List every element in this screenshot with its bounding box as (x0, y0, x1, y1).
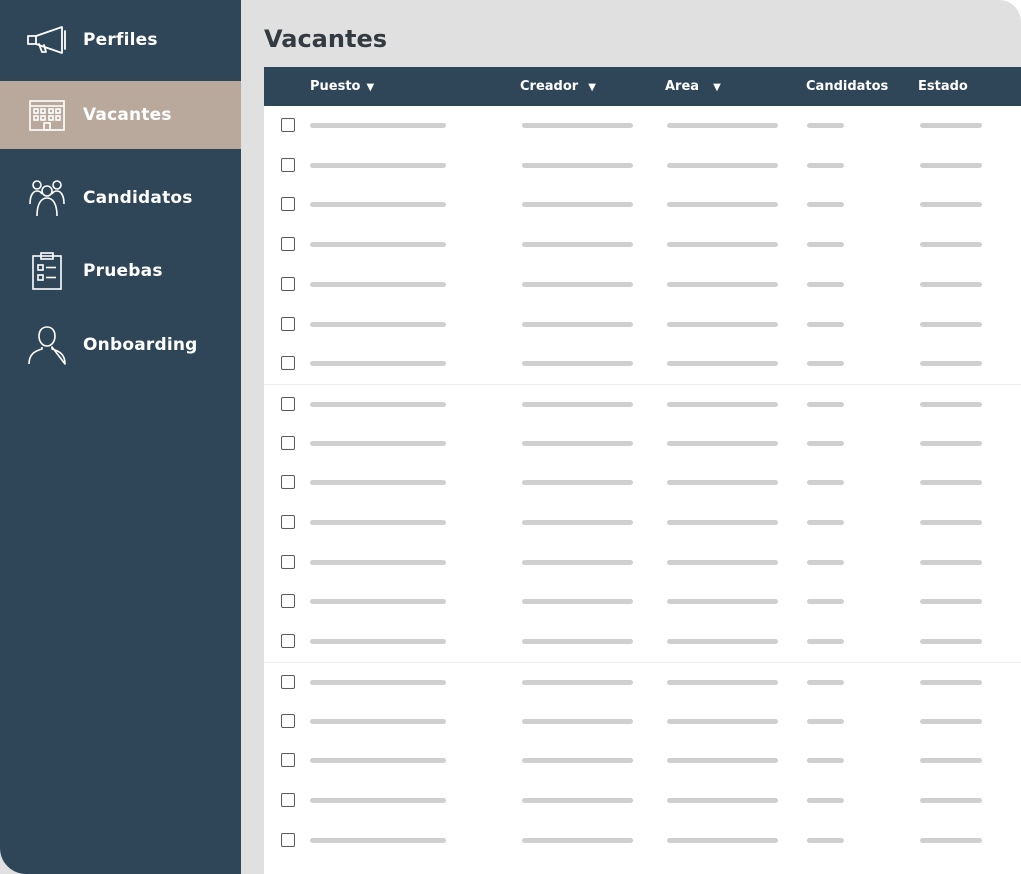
sidebar-item-label: Pruebas (83, 261, 163, 281)
placeholder-bar (310, 402, 446, 407)
placeholder-bar (920, 599, 982, 604)
table-row[interactable] (264, 146, 1021, 186)
placeholder-bar (310, 719, 446, 724)
row-checkbox[interactable] (281, 753, 295, 767)
placeholder-bar (522, 163, 633, 168)
placeholder-bar (807, 639, 844, 644)
placeholder-bar (310, 838, 446, 843)
placeholder-bar (310, 758, 446, 763)
placeholder-bar (522, 282, 633, 287)
table-row[interactable] (264, 225, 1021, 265)
placeholder-bar (522, 639, 633, 644)
sidebar-item-label: Candidatos (83, 188, 193, 208)
placeholder-bar (920, 798, 982, 803)
row-checkbox[interactable] (281, 277, 295, 291)
placeholder-bar (920, 441, 982, 446)
placeholder-bar (522, 599, 633, 604)
row-checkbox[interactable] (281, 594, 295, 608)
placeholder-bar (667, 680, 778, 685)
placeholder-bar (920, 560, 982, 565)
placeholder-bar (667, 798, 778, 803)
placeholder-bar (920, 520, 982, 525)
placeholder-bar (310, 798, 446, 803)
row-checkbox[interactable] (281, 317, 295, 331)
placeholder-bar (807, 520, 844, 525)
table-row[interactable] (264, 424, 1021, 464)
placeholder-bar (807, 163, 844, 168)
placeholder-bar (807, 202, 844, 207)
table-row[interactable] (264, 305, 1021, 345)
placeholder-bar (807, 719, 844, 724)
placeholder-bar (310, 441, 446, 446)
placeholder-bar (807, 680, 844, 685)
column-header-estado[interactable]: Estado (918, 79, 968, 94)
sort-arrow-icon: ▼ (713, 82, 721, 93)
sort-arrow-icon: ▼ (588, 82, 596, 93)
placeholder-bar (807, 282, 844, 287)
sidebar-item-label: Vacantes (83, 105, 172, 125)
placeholder-bar (667, 361, 778, 366)
sort-arrow-icon: ▼ (366, 82, 375, 93)
placeholder-bar (807, 441, 844, 446)
placeholder-bar (667, 441, 778, 446)
placeholder-bar (522, 441, 633, 446)
table-row[interactable] (264, 781, 1021, 821)
placeholder-bar (807, 758, 844, 763)
row-checkbox[interactable] (281, 118, 295, 132)
placeholder-bar (667, 322, 778, 327)
placeholder-bar (920, 361, 982, 366)
placeholder-bar (667, 163, 778, 168)
row-checkbox[interactable] (281, 675, 295, 689)
placeholder-bar (522, 719, 633, 724)
people-icon (26, 177, 68, 219)
placeholder-bar (807, 599, 844, 604)
row-checkbox[interactable] (281, 237, 295, 251)
placeholder-bar (807, 361, 844, 366)
placeholder-bar (920, 322, 982, 327)
placeholder-bar (310, 322, 446, 327)
placeholder-bar (522, 242, 633, 247)
table-row[interactable] (264, 543, 1021, 583)
placeholder-bar (310, 242, 446, 247)
placeholder-bar (807, 560, 844, 565)
column-header-candidatos[interactable]: Candidatos (806, 79, 889, 94)
placeholder-bar (310, 361, 446, 366)
placeholder-bar (807, 242, 844, 247)
placeholder-bar (522, 798, 633, 803)
table-row[interactable] (264, 265, 1021, 305)
placeholder-bar (522, 202, 633, 207)
placeholder-bar (667, 719, 778, 724)
column-header-puesto[interactable]: Puesto ▼ (310, 79, 375, 94)
placeholder-bar (310, 639, 446, 644)
table-row[interactable] (264, 106, 1021, 146)
placeholder-bar (807, 402, 844, 407)
placeholder-bar (310, 599, 446, 604)
placeholder-bar (920, 758, 982, 763)
column-header-area[interactable]: Area ▼ (665, 79, 721, 94)
placeholder-bar (920, 838, 982, 843)
sidebar-item-vacantes[interactable] (0, 81, 241, 149)
table-row[interactable] (264, 503, 1021, 543)
placeholder-bar (667, 560, 778, 565)
table-row[interactable] (264, 702, 1021, 742)
placeholder-bar (310, 123, 446, 128)
table-row[interactable] (264, 463, 1021, 503)
sidebar-item-candidatos[interactable] (0, 176, 241, 220)
row-checkbox[interactable] (281, 158, 295, 172)
row-checkbox[interactable] (281, 515, 295, 529)
placeholder-bar (522, 402, 633, 407)
placeholder-bar (310, 163, 446, 168)
placeholder-bar (920, 480, 982, 485)
row-checkbox[interactable] (281, 555, 295, 569)
sidebar-item-pruebas[interactable] (0, 249, 241, 293)
sidebar (0, 0, 241, 874)
row-checkbox[interactable] (281, 436, 295, 450)
placeholder-bar (920, 163, 982, 168)
placeholder-bar (920, 242, 982, 247)
placeholder-bar (667, 599, 778, 604)
placeholder-bar (920, 282, 982, 287)
placeholder-bar (807, 838, 844, 843)
placeholder-bar (807, 480, 844, 485)
clipboard-icon (26, 250, 68, 292)
placeholder-bar (522, 123, 633, 128)
placeholder-bar (310, 520, 446, 525)
row-checkbox[interactable] (281, 397, 295, 411)
placeholder-bar (522, 361, 633, 366)
table-row[interactable] (264, 622, 1021, 662)
placeholder-bar (667, 402, 778, 407)
page-title: Vacantes (264, 25, 387, 53)
placeholder-bar (310, 282, 446, 287)
placeholder-bar (310, 680, 446, 685)
sidebar-item-perfiles[interactable] (0, 0, 241, 80)
placeholder-bar (667, 758, 778, 763)
placeholder-bar (310, 480, 446, 485)
placeholder-bar (667, 123, 778, 128)
column-header-creador[interactable]: Creador ▼ (520, 79, 596, 94)
sidebar-item-label: Onboarding (83, 335, 198, 355)
sidebar-item-onboarding[interactable] (0, 323, 241, 367)
placeholder-bar (667, 242, 778, 247)
placeholder-bar (920, 202, 982, 207)
sidebar-item-label: Perfiles (83, 30, 158, 50)
placeholder-bar (667, 282, 778, 287)
placeholder-bar (920, 719, 982, 724)
placeholder-bar (920, 402, 982, 407)
placeholder-bar (522, 520, 633, 525)
placeholder-bar (920, 123, 982, 128)
row-checkbox[interactable] (281, 833, 295, 847)
person-icon (26, 324, 68, 366)
placeholder-bar (310, 560, 446, 565)
placeholder-bar (667, 838, 778, 843)
placeholder-bar (522, 480, 633, 485)
table-header (264, 67, 1021, 106)
table-row[interactable] (264, 741, 1021, 781)
row-checkbox[interactable] (281, 634, 295, 648)
table-row[interactable] (264, 821, 1021, 861)
table-row[interactable] (264, 582, 1021, 622)
row-checkbox[interactable] (281, 197, 295, 211)
table-row[interactable] (264, 185, 1021, 225)
placeholder-bar (667, 520, 778, 525)
megaphone-icon (26, 19, 68, 61)
placeholder-bar (667, 480, 778, 485)
placeholder-bar (522, 322, 633, 327)
placeholder-bar (522, 560, 633, 565)
building-icon (26, 94, 68, 136)
table-row[interactable] (264, 344, 1021, 384)
row-checkbox[interactable] (281, 356, 295, 370)
vacancies-table (264, 67, 1021, 874)
placeholder-bar (522, 680, 633, 685)
placeholder-bar (522, 838, 633, 843)
placeholder-bar (522, 758, 633, 763)
placeholder-bar (310, 202, 446, 207)
placeholder-bar (807, 123, 844, 128)
placeholder-bar (807, 798, 844, 803)
row-checkbox[interactable] (281, 475, 295, 489)
placeholder-bar (667, 639, 778, 644)
placeholder-bar (920, 680, 982, 685)
placeholder-bar (920, 639, 982, 644)
row-checkbox[interactable] (281, 793, 295, 807)
placeholder-bar (807, 322, 844, 327)
row-checkbox[interactable] (281, 714, 295, 728)
placeholder-bar (667, 202, 778, 207)
table-row[interactable] (264, 662, 1021, 702)
table-row[interactable] (264, 384, 1021, 424)
